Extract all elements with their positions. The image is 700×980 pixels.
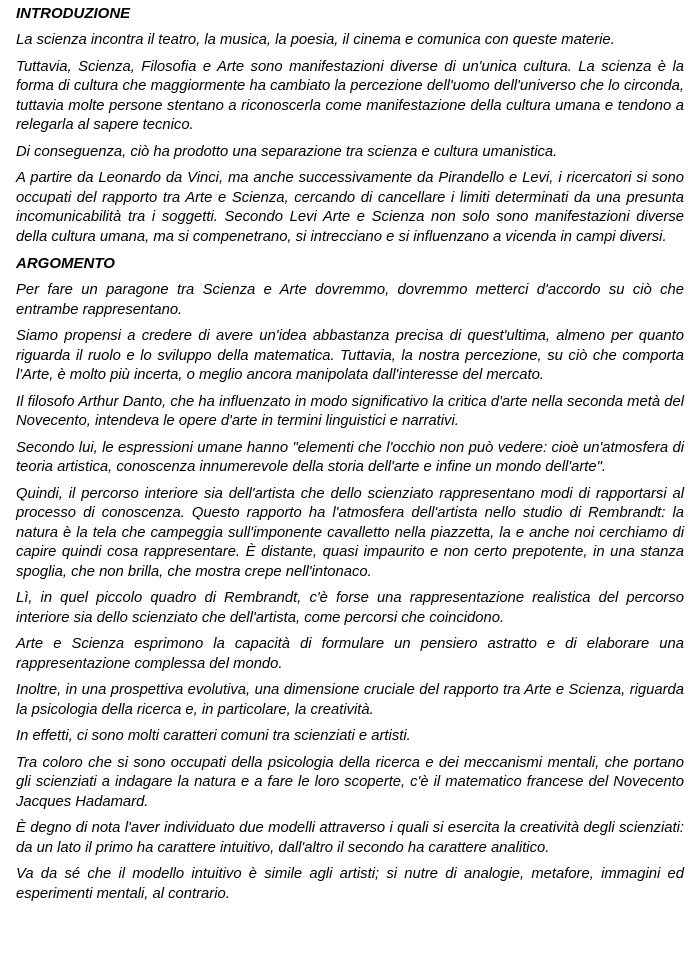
paragraph: Di conseguenza, ciò ha prodotto una separazione tra scienza e cultura umanistica. [16,143,558,160]
section-title-introduzione: INTRODUZIONE [16,5,131,22]
paragraph: Per fare un paragone tra Scienza e Arte dovremmo, dovremmo metterci d'accordo su ciò che entrambe rappresentano. [16,282,684,318]
paragraph: Tra coloro che si sono occupati della psicologia della ricerca e dei meccanismi mentali, che portano gli scienziati a indagare la natura e a fare le loro scoperte, c'è il matematico francese del Novecento Jacques Hadamard. [16,754,684,810]
paragraph: A partire da Leonardo da Vinci, ma anche successivamente da Pirandello e Levi, i ricercatori si sono occupati del rapporto tra Arte e Scienza, cercando di cancellare i limiti determinati da una presunta incomunicabilità tra i soggetti. Secondo Levi Arte e Scienza non solo sono manifestazioni diverse della cultura umana, ma si compenetrano, si intrecciano e si influenzano a vicenda in campi diversi. [16,170,684,245]
paragraph: Il filosofo Arthur Danto, che ha influenzato in modo significativo la critica d'arte nella seconda metà del Novecento, intendeva le opere d'arte in termini linguistici e narrativi. [16,393,684,429]
paragraph: Siamo propensi a credere di avere un'idea abbastanza precisa di quest'ultima, almeno per quanto riguarda il ruolo e lo sviluppo della matematica. Tuttavia, la nostra percezione, su ciò che comporta l'Arte, è molto più incerta, o meglio ancora manipolata dall'interesse del mercato. [16,328,684,383]
paragraph: È degno di nota l'aver individuato due modelli attraverso i quali si esercita la creatività degli scienziati: da un lato il primo ha carattere intuitivo, dall'altro il secondo ha carattere analitico. [16,820,684,856]
paragraph: Quindi, il percorso interiore sia dell'artista che dello scienziato rappresentano modi di rapportarsi al processo di conoscenza. Questo rapporto ha l'atmosfera dell'artista nello studio di Rembrandt: la natura è la tela che campeggia sull'imponente cavalletto nella piazzetta, la e anche noi cerchiamo di capire quindi cosa rappresentare. È distante, quasi impaurito e non certo prepotente, in una stanza spoglia, che non brilla, che mostra crepe nell'intonaco. [16,485,684,580]
paragraph: Inoltre, in una prospettiva evolutiva, una dimensione cruciale del rapporto tra Arte e Scienza, riguarda la psicologia della ricerca e, in particolare, la creatività. [16,682,684,718]
paragraph: La scienza incontra il teatro, la musica, la poesia, il cinema e comunica con queste materie. [16,32,615,48]
paragraph: Lì, in quel piccolo quadro di Rembrandt, c'è forse una rappresentazione realistica del percorso interiore sia dello scienziato che dell'artista, come percorsi che coincidono. [16,590,684,626]
paragraph: Va da sé che il modello intuitivo è simile agli artisti; si nutre di analogie, metafore, immagini ed esperimenti mentali, al contrario. [16,866,684,902]
paragraph: Arte e Scienza esprimono la capacità di formulare un pensiero astratto e di elaborare una rappresentazione complessa del mondo. [16,636,684,672]
section-title-argomento: ARGOMENTO [16,255,115,272]
paragraph: Tuttavia, Scienza, Filosofia e Arte sono manifestazioni diverse di un'unica cultura. La scienza è la forma di cultura che maggiormente ha cambiato la percezione dell'uomo dell'universo che lo circonda, tuttavia molte persone stentano a riconoscerla come manifestazione della cultura umana e tendono a relegarla al sapere tecnico. [16,58,684,133]
paragraph: In effetti, ci sono molti caratteri comuni tra scienziati e artisti. [16,728,411,744]
paragraph: Secondo lui, le espressioni umane hanno "elementi che l'occhio non può vedere: cioè un'atmosfera di teoria artistica, conoscenza innumerevole della storia dell'arte e infine un mondo dell'arte". [16,439,684,475]
